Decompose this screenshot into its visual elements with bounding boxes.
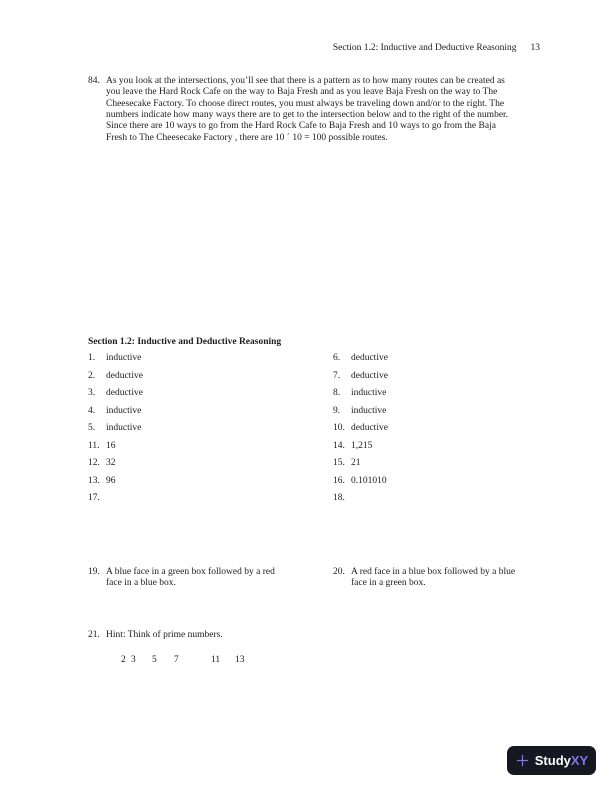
problem-20-line: A red face in a blue box followed by a blue — [351, 567, 516, 577]
answer-text: 0.101010 — [351, 475, 387, 486]
answer-text: 1,215 — [351, 440, 373, 451]
problem-21-number: 21. — [88, 630, 100, 640]
running-header — [0, 43, 540, 53]
brand-text — [535, 753, 588, 768]
answer-text: deductive — [106, 370, 143, 381]
page-number: 13 — [530, 43, 540, 53]
answer-row — [333, 441, 388, 459]
answer-row — [333, 406, 388, 424]
answer-text: deductive — [106, 388, 143, 398]
answer-row — [88, 353, 143, 371]
problem-84-line: numbers indicate how many ways there are to get to the intersection below and to the right of the number. — [106, 110, 509, 121]
answer-text: deductive — [351, 370, 388, 381]
answer-number: 9. — [333, 405, 341, 416]
answer-number: 11. — [88, 440, 100, 451]
answer-number: 6. — [333, 353, 341, 363]
answer-number: 17. — [88, 493, 100, 503]
problem-21 — [88, 630, 223, 640]
answer-text: inductive — [106, 405, 142, 416]
problem-20 — [333, 567, 515, 590]
prime-value: 5 — [152, 655, 157, 665]
prime-value: 7 — [174, 655, 179, 665]
plus-icon — [515, 753, 530, 768]
answer-text: deductive — [351, 353, 388, 363]
answer-number: 18. — [333, 493, 345, 503]
answers-section-heading: Section 1.2: Inductive and Deductive Reasoning — [88, 337, 282, 347]
prime-value: 3 — [131, 655, 136, 665]
answer-row — [333, 476, 388, 494]
answer-row — [333, 493, 388, 511]
answer-row — [88, 458, 143, 476]
prime-value: 13 — [235, 655, 245, 665]
answer-row — [88, 476, 143, 494]
problem-20-text — [351, 567, 515, 590]
answer-number: 16. — [333, 475, 345, 486]
answer-row — [333, 353, 388, 371]
answer-number: 8. — [333, 388, 341, 398]
answer-row — [88, 423, 143, 441]
answer-number: 12. — [88, 458, 100, 468]
problem-20-line: face in a green box. — [351, 578, 426, 589]
answer-row — [88, 388, 143, 406]
problem-84-line: Since there are 10 ways to go from the Hard Rock Cafe to Baja Fresh and 10 ways to go from the Baja — [106, 121, 496, 132]
studyxy-logo — [507, 746, 596, 775]
answer-row — [88, 493, 143, 511]
answer-row — [333, 371, 388, 389]
problem-84-line: As you look at the intersections, you’ll see that there is a pattern as to how many routes can be created as — [106, 76, 505, 86]
answer-number: 1. — [88, 353, 96, 363]
problem-84-line: Fresh to The Cheesecake Factory , there are 10 ´ 10 = 100 possible routes. — [106, 132, 388, 143]
answer-number: 10. — [333, 423, 345, 433]
answer-row — [333, 388, 388, 406]
problem-19-number: 19. — [88, 567, 100, 577]
answer-row — [333, 423, 388, 441]
answer-text: 96 — [106, 475, 116, 486]
answer-row — [333, 458, 388, 476]
answer-number: 4. — [88, 405, 96, 416]
prime-value: 11 — [211, 655, 221, 665]
answer-number: 14. — [333, 440, 345, 451]
problem-20-number: 20. — [333, 567, 345, 577]
problem-84-line: Cheesecake Factory. To choose direct routes, you must always be traveling down and/or to the right. The — [106, 98, 505, 109]
answers-column-right — [333, 353, 388, 511]
answer-number: 15. — [333, 458, 345, 468]
problem-19-line: face in a blue box. — [106, 578, 176, 589]
running-header-title: Section 1.2: Inductive and Deductive Reasoning — [332, 43, 517, 53]
answer-text: inductive — [106, 423, 142, 433]
problem-84 — [88, 76, 508, 144]
brand-main-text: Study — [534, 753, 571, 768]
problem-84-line: you leave the Hard Rock Cafe on the way to Baja Fresh and as you leave Baja Fresh on the way to The — [106, 87, 498, 98]
answer-row — [88, 406, 143, 424]
answer-text: inductive — [351, 388, 387, 398]
answer-number: 5. — [88, 423, 96, 433]
answer-text: inductive — [351, 405, 387, 416]
answer-number: 3. — [88, 388, 96, 398]
problem-19-line: A blue face in a green box followed by a red — [106, 567, 275, 577]
answer-text: deductive — [351, 423, 388, 433]
problem-84-number: 84. — [88, 76, 100, 86]
answer-number: 13. — [88, 475, 100, 486]
answer-text: 21 — [351, 458, 361, 468]
answer-text: 16 — [106, 440, 116, 451]
answer-number: 7. — [333, 370, 341, 381]
answers-column-left — [88, 353, 143, 511]
answer-row — [88, 441, 143, 459]
problem-21-text: Hint: Think of prime numbers. — [106, 630, 223, 640]
problem-19-text — [106, 567, 275, 590]
answer-text: 32 — [106, 458, 116, 468]
answer-text: inductive — [106, 353, 142, 363]
problem-19 — [88, 567, 275, 590]
brand-accent-text: XY — [570, 753, 589, 768]
answer-number: 2. — [88, 370, 96, 381]
answer-row — [88, 371, 143, 389]
problem-84-text — [106, 76, 508, 144]
prime-value: 2 — [121, 655, 126, 665]
